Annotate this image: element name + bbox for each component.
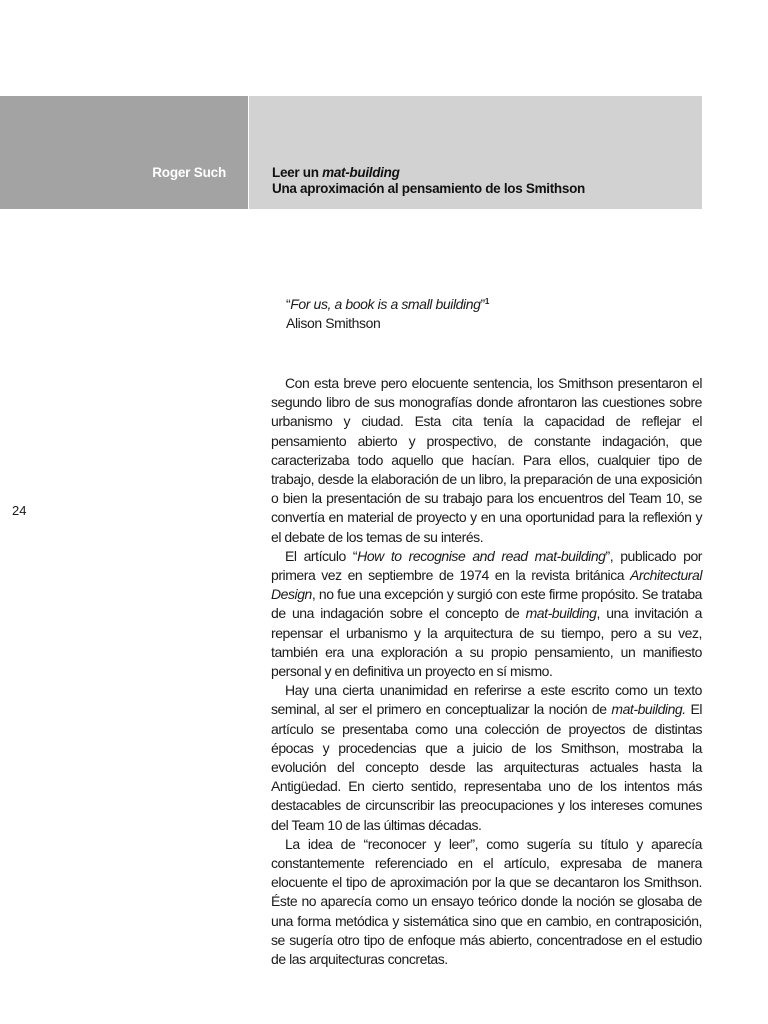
title-emphasis: mat-building bbox=[322, 165, 400, 180]
text-run: , no fue una excepción y surgió con este firme propósito. Se trataba de una indagación sobre el concepto de bbox=[271, 586, 702, 622]
footnote-marker: 1 bbox=[484, 297, 489, 306]
article-subtitle: Una aproximación al pensamiento de los Smithson bbox=[272, 181, 585, 196]
text-run: ”, publicado por primera vez en septiembre de 1974 en la revista británica bbox=[271, 547, 703, 584]
text-run: Hay una cierta unanimidad en referirse a este escrito como un texto seminal, al ser el primero en conceptualizar la noción de bbox=[271, 682, 702, 718]
body-paragraph-1: Con esta breve pero elocuente sentencia, los Smithson presentaron el segundo libro de sus monografías donde afrontaron las cuestiones sobre urbanismo y ciudad. Esta cita tenía la capacidad de reflejar el pensamiento abierto y prospectivo, de constante indagación, que caracterizaba todo aquello que hacían. Para ellos, cualquier tipo de trabajo, desde la elaboración de un libro, la preparación de una exposición o bien la presentación de su trabajo para los encuentros del Team 10, se convertía en material de proyecto y en una oportunidad para la reflexión y el debate de los temas de su interés. bbox=[271, 375, 702, 545]
text-run: El artículo se presentaba como una colección de proyectos de distintas épocas y procedencias que a juicio de los Smithson, mostraba la evolución del concepto desde las arquitecturas actuales hasta la Antigüedad. En cierto sentido, representaba uno de los intentos más destacables de circunscribir las preocupaciones y los intereses comunes del Team 10 de las últimas décadas. bbox=[271, 701, 702, 833]
text-run: El artículo “ bbox=[285, 547, 358, 564]
body-paragraph-2 bbox=[271, 547, 702, 681]
article-body bbox=[271, 374, 702, 969]
epigraph bbox=[286, 292, 489, 333]
page-number: 24 bbox=[12, 503, 27, 518]
emphasized-text: How to recognise and read mat-building bbox=[357, 547, 606, 564]
body-paragraph-3 bbox=[271, 681, 702, 835]
epigraph-open-quote: “ bbox=[286, 296, 291, 312]
epigraph-quote-text: For us, a book is a small building bbox=[290, 296, 481, 312]
body-paragraph-4: La idea de “reconocer y leer”, como sugería su título y aparecía constantemente referenciado en el artículo, expresaba de manera elocuente el tipo de aproximación por la que se decantaron los Smithson. Éste no aparecía como un ensayo teórico donde la noción se glosaba de una forma metódica y sistemática sino que en cambio, en contraposición, se sugería otro tipo de enfoque más abierto, concentradose en el estudio de las arquitecturas concretas. bbox=[271, 835, 702, 968]
epigraph-attribution: Alison Smithson bbox=[286, 315, 381, 331]
emphasized-text: Architectural Design bbox=[271, 567, 702, 603]
title-line bbox=[272, 165, 585, 181]
title-prefix: Leer un bbox=[272, 165, 323, 180]
text-run: , una invitación a repensar el urbanismo y la arquitectura de su tiempo, pero a su vez, también era una exploración a su propio pensamiento, un manifiesto personal y en definitiva un proyecto en sí mismo. bbox=[271, 605, 702, 680]
emphasized-text: mat-building. bbox=[611, 701, 686, 718]
epigraph-quote bbox=[286, 292, 489, 314]
article-title bbox=[272, 165, 585, 197]
header-band-author bbox=[0, 96, 248, 209]
emphasized-text: mat-building bbox=[525, 605, 597, 622]
epigraph-close-quote: ” bbox=[480, 296, 485, 312]
author-name: Roger Such bbox=[152, 165, 226, 180]
